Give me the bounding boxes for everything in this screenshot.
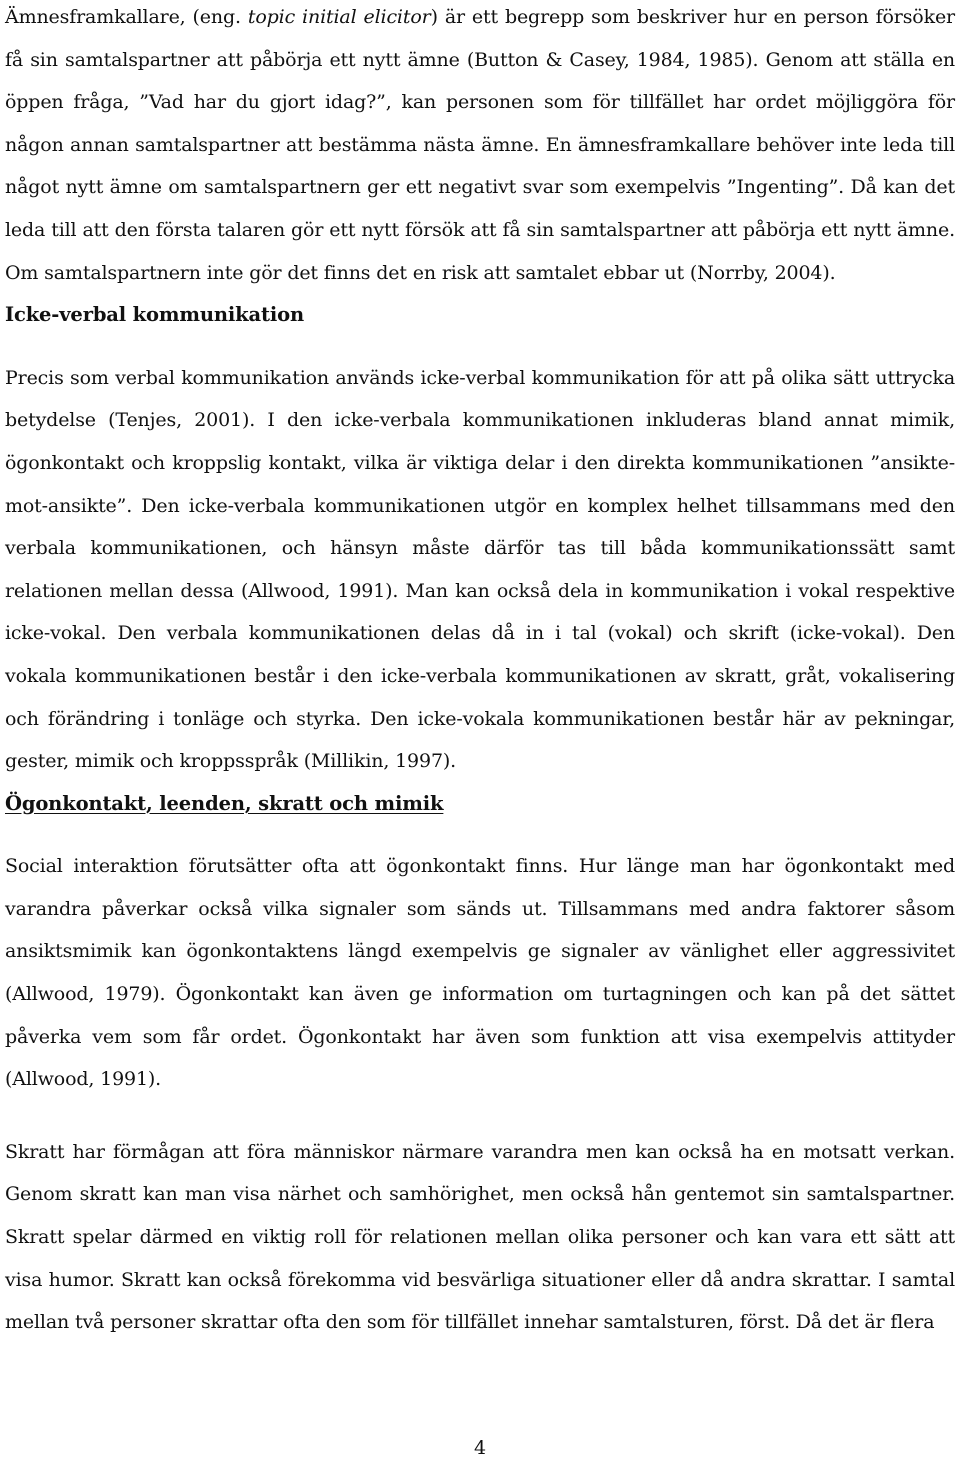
heading-icke-verbal: Icke-verbal kommunikation [5, 303, 305, 327]
heading-ogonkontakt: Ögonkontakt, leenden, skratt och mimik [5, 791, 444, 815]
paragraph-topic-elicitor [5, 0, 955, 294]
intro-prefix: Ämnesframkallare, (eng. [5, 6, 248, 28]
intro-rest: ) är ett begrepp som beskriver hur en person försöker få sin samtalspartner att påbörja ett nytt ämne (Button & Casey, 1984, 1985). Genom att ställa en öppen fråga, ”Vad har du gjort idag?”, kan personen som för tillfället har ordet möjliggöra för någon annan samtalspartner att bestämma nästa ämne. En ämnesframkallare behöver inte leda till något nytt ämne om samtalspartnern ger ett negativt svar som exempelvis ”Ingenting”. Då kan det leda till att den första talaren gör ett nytt försök att få sin samtalspartner att påbörja ett nytt ämne. Om samtalspartnern inte gör det finns det en risk att samtalet ebbar ut (Norrby, 2004). [5, 6, 955, 284]
intro-term: topic initial elicitor [247, 6, 431, 28]
paragraph-ogonkontakt: Social interaktion förutsätter ofta att ögonkontakt finns. Hur länge man har ögonkontakt med varandra påverkar också vilka signaler som sänds ut. Tillsammans med andra faktorer såsom ansiktsmimik kan ögonkontaktens längd exempelvis ge signaler av vänlighet eller aggressivitet (Allwood, 1979). Ögonkontakt kan även ge information om turtagningen och kan på det sättet påverka vem som får ordet. Ögonkontakt har även som funktion att visa exempelvis attityder (Allwood, 1991). [5, 855, 955, 1091]
paragraph-icke-verbal: Precis som verbal kommunikation används icke-verbal kommunikation för att på olika sätt uttrycka betydelse (Tenjes, 2001). I den icke-verbala kommunikationen inkluderas bland annat mimik, ögonkontakt och kroppslig kontakt, vilka är viktiga delar i den direkta kommunikationen ”ansikte-mot-ansikte”. Den icke-verbala kommunikationen utgör en komplex helhet tillsammans med den verbala kommunikationen, och hänsyn måste därför tas till båda kommunikationssätt samt relationen mellan dessa (Allwood, 1991). Man kan också dela in kommunikation i vokal respektive icke-vokal. Den verbala kommunikationen delas då in i tal (vokal) och skrift (icke-vokal). Den vokala kommunikationen består i den icke-verbala kommunikationen av skratt, gråt, vokalisering och förändring i tonläge och styrka. Den icke-vokala kommunikationen består här av pekningar, gester, mimik och kroppsspråk (Millikin, 1997). [5, 366, 955, 773]
document-page [5, 0, 955, 1344]
paragraph-skratt: Skratt har förmågan att föra människor närmare varandra men kan också ha en motsatt verkan. Genom skratt kan man visa närhet och samhörighet, men också hån gentemot sin samtalspartner. Skratt spelar därmed en viktig roll för relationen mellan olika personer och kan vara ett sätt att visa humor. Skratt kan också förekomma vid besvärliga situationer eller då andra skrattar. I samtal mellan två personer skrattar ofta den som för tillfället innehar samtalsturen, först. Då det är flera [5, 1140, 955, 1334]
page-number: 4 [473, 1437, 487, 1459]
